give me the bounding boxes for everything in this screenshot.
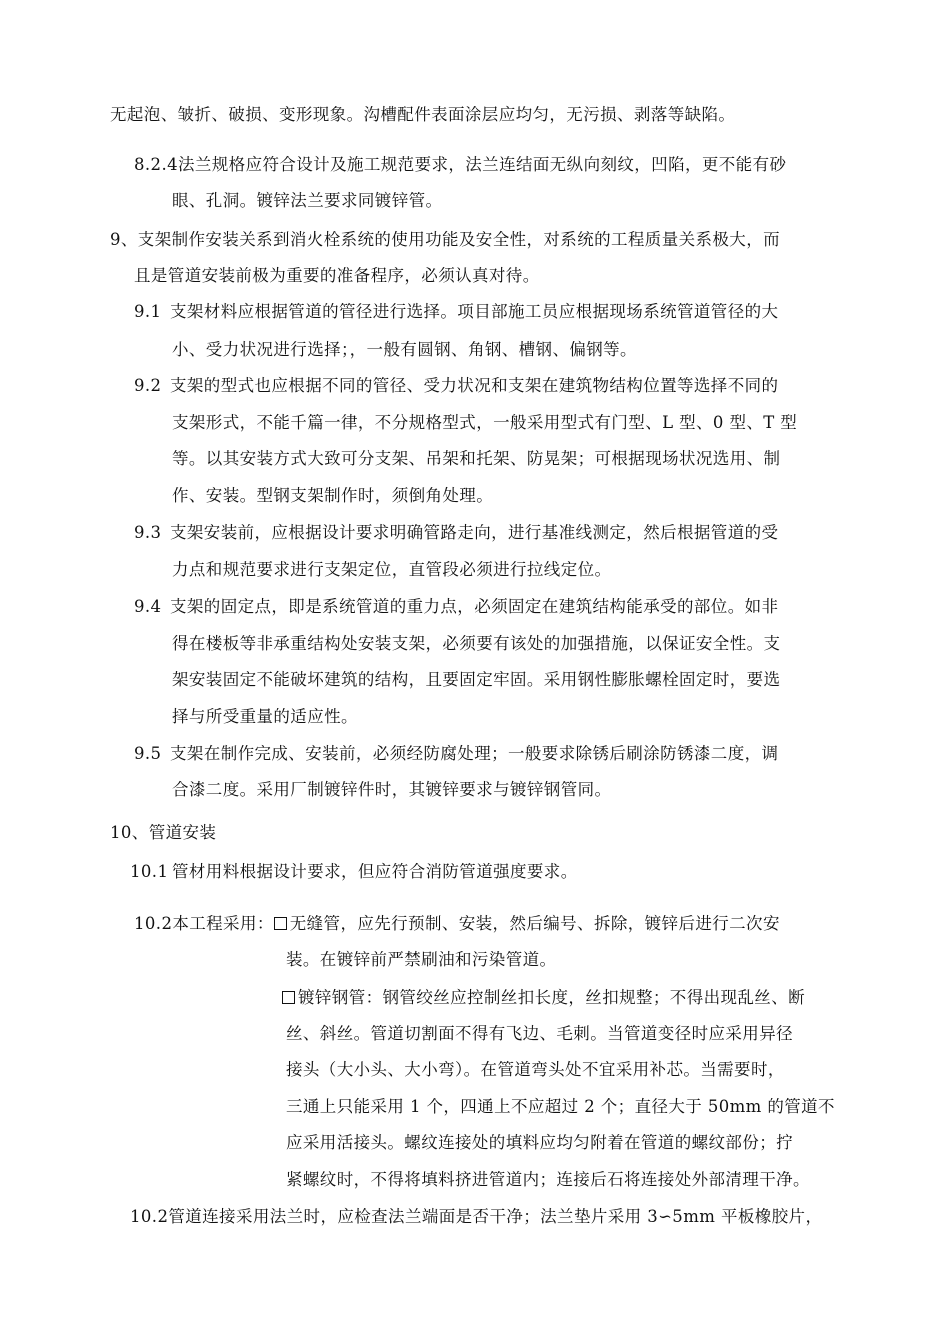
paragraph-line: 眼、孔洞。镀锌法兰要求同镀锌管。 (172, 191, 443, 210)
clause-number: 9.4 (134, 597, 162, 616)
paragraph-line: 支架形式，不能千篇一律，不分规格型式，一般采用型式有门型、L 型、0 型、T 型 (172, 413, 798, 432)
clause-lead: 本工程采用： (172, 914, 274, 933)
clause-number: 10.1 (130, 862, 169, 881)
paragraph-line (134, 374, 778, 398)
clause-text: 镀锌钢管：钢管绞丝应控制丝扣长度，丝扣规整；不得出现乱丝、断 (298, 988, 805, 1007)
paragraph-line (134, 912, 780, 936)
paragraph-line (130, 1205, 822, 1229)
paragraph-line: 小、受力状况进行选择；，一般有圆钢、角钢、槽钢、偏钢等。 (172, 340, 637, 359)
paragraph-line (134, 300, 778, 324)
paragraph-line: 接头（大小头、大小弯）。在管道弯头处不宜采用补芯。当需要时， (286, 1060, 785, 1079)
paragraph-line: 架安装固定不能破坏建筑的结构，且要固定牢固。采用钢性膨胀螺栓固定时，要选 (172, 670, 781, 689)
clause-text: 无缝管，应先行预制、安装，然后编号、拆除，镀锌后进行二次安 (289, 914, 780, 933)
clause-number: 9.2 (134, 376, 162, 395)
paragraph-line (282, 986, 805, 1010)
clause-number: 9.5 (134, 744, 162, 763)
clause-text: 管道连接采用法兰时，应检查法兰端面是否干净；法兰垫片采用 3∽5mm 平板橡胶片， (168, 1207, 823, 1226)
paragraph-line: 装。在镀锌前严禁刷油和污染管道。 (286, 950, 557, 969)
paragraph-line: 得在楼板等非承重结构处安装支架，必须要有该处的加强措施，以保证安全性。支 (172, 634, 781, 653)
paragraph-line: 无起泡、皱折、破损、变形现象。沟槽配件表面涂层应均匀，无污损、剥落等缺陷。 (110, 105, 736, 124)
clause-number: 9.3 (134, 523, 162, 542)
clause-number: 8.2.4 (134, 155, 178, 174)
paragraph-line (134, 153, 786, 177)
section-heading: 10、管道安装 (110, 823, 217, 842)
clause-number: 10.2 (130, 1207, 169, 1226)
checkbox-icon (274, 917, 287, 930)
clause-number: 9.1 (134, 302, 162, 321)
paragraph-line: 紧螺纹时，不得将填料挤进管道内；连接后石将连接处外部清理干净。 (286, 1170, 810, 1189)
paragraph-line (134, 742, 778, 766)
paragraph-line (134, 595, 778, 619)
paragraph-line: 等。以其安装方式大致可分支架、吊架和托架、防晃架；可根据现场状况选用、制 (172, 449, 781, 468)
paragraph-line: 作、安装。型钢支架制作时，须倒角处理。 (172, 486, 494, 505)
paragraph-line: 且是管道安装前极为重要的准备程序，必须认真对待。 (134, 266, 540, 285)
paragraph-line: 丝、斜丝。管道切割面不得有飞边、毛刺。当管道变径时应采用异径 (286, 1024, 793, 1043)
paragraph-line (130, 860, 578, 884)
paragraph-line: 三通上只能采用 1 个，四通上不应超过 2 个；直径大于 50mm 的管道不 (286, 1097, 835, 1116)
clause-text: 支架的型式也应根据不同的管径、受力状况和支架在建筑物结构位置等选择不同的 (170, 376, 779, 395)
paragraph-line: 力点和规范要求进行支架定位，直管段必须进行拉线定位。 (172, 560, 612, 579)
paragraph-line (134, 521, 778, 545)
clause-text: 支架材料应根据管道的管径进行选择。项目部施工员应根据现场系统管道管径的大 (170, 302, 779, 321)
paragraph-line: 9、支架制作安装关系到消火栓系统的使用功能及安全性，对系统的工程质量关系极大，而 (110, 230, 780, 249)
paragraph-line: 合漆二度。采用厂制镀锌件时，其镀锌要求与镀锌钢管同。 (172, 780, 612, 799)
clause-text: 管材用料根据设计要求，但应符合消防管道强度要求。 (172, 862, 578, 881)
paragraph-line: 择与所受重量的适应性。 (172, 707, 358, 726)
clause-number: 10.2 (134, 914, 173, 933)
clause-text: 法兰规格应符合设计及施工规范要求，法兰连结面无纵向刻纹，凹陷，更不能有砂 (177, 155, 787, 174)
checkbox-icon (282, 991, 295, 1004)
clause-text: 支架的固定点，即是系统管道的重力点，必须固定在建筑结构能承受的部位。如非 (170, 597, 779, 616)
clause-text: 支架安装前，应根据设计要求明确管路走向，进行基准线测定，然后根据管道的受 (170, 523, 779, 542)
paragraph-line: 应采用活接头。螺纹连接处的填料应均匀附着在管道的螺纹部份；拧 (286, 1133, 793, 1152)
clause-text: 支架在制作完成、安装前，必须经防腐处理；一般要求除锈后刷涂防锈漆二度，调 (170, 744, 779, 763)
